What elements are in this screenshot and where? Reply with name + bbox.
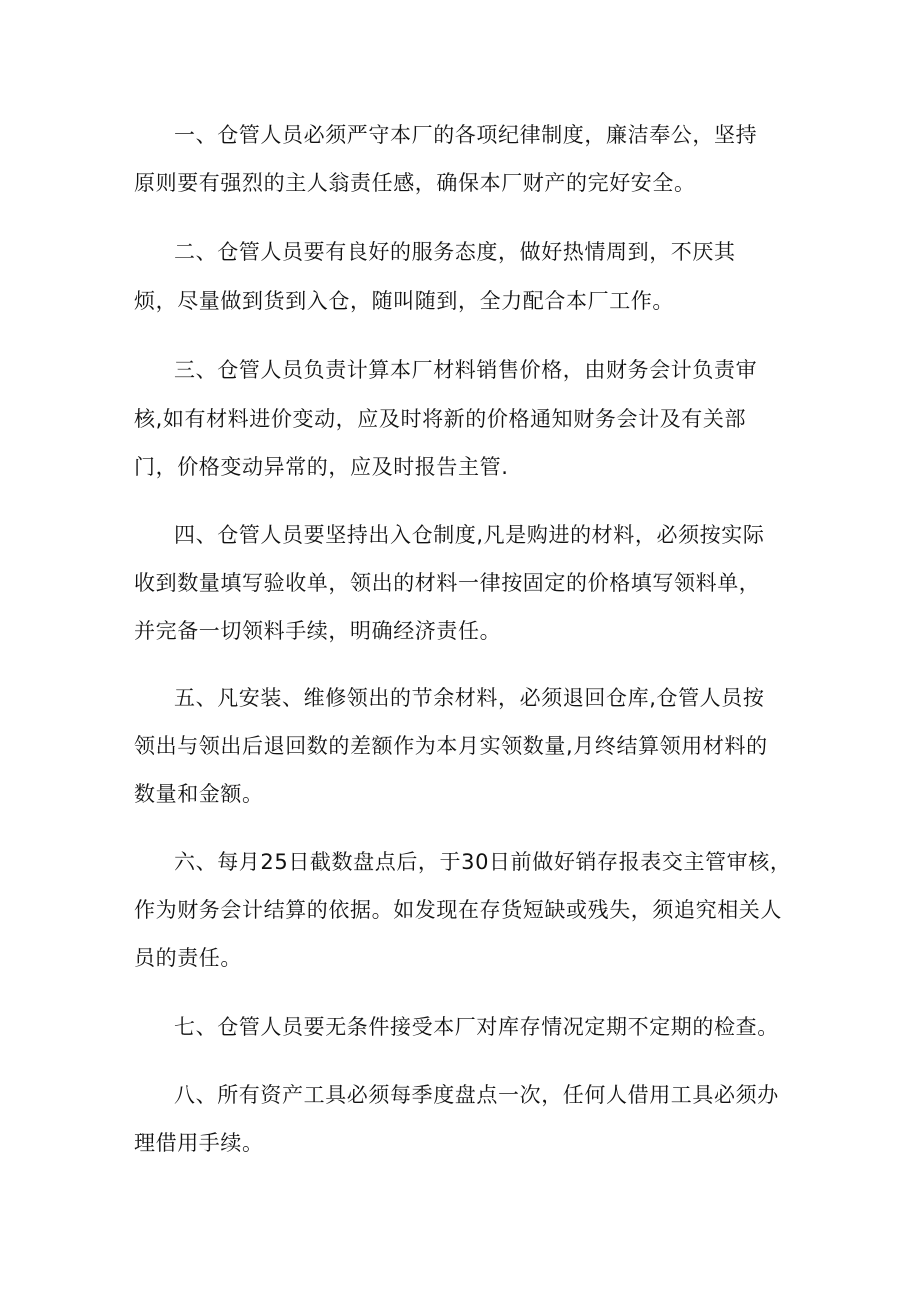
paragraph-line: 收到数量填写验收单，领出的材料一律按固定的价格填写领料单， xyxy=(134,571,761,595)
paragraph-line: 六、每月25日截数盘点后，于30日前做好销存报表交主管审核， xyxy=(174,850,792,874)
paragraph-line: 门，价格变动异常的，应及时报告主管. xyxy=(134,455,509,479)
paragraph-line: 数量和金额。 xyxy=(134,782,264,806)
paragraph-line: 八、所有资产工具必须每季度盘点一次，任何人借用工具必须办 xyxy=(174,1083,779,1107)
paragraph-line: 一、仓管人员必须严守本厂的各项纪律制度，廉洁奉公，坚持 xyxy=(174,123,758,147)
paragraph-line: 七、仓管人员要无条件接受本厂对库存情况定期不定期的检查。 xyxy=(174,1015,779,1039)
paragraph-line: 四、仓管人员要坚持出入仓制度,凡是购进的材料，必须按实际 xyxy=(174,523,765,547)
paragraph-line: 五、凡安装、维修领出的节余材料，必须退回仓库,仓管人员按 xyxy=(174,686,765,710)
paragraph-line: 员的责任。 xyxy=(134,946,242,970)
paragraph-line: 领出与领出后退回数的差额作为本月实领数量,月终结算领用材料的 xyxy=(134,734,768,758)
paragraph-line: 作为财务会计结算的依据。如发现在存货短缺或残失，须追究相关人 xyxy=(134,898,782,922)
paragraph-line: 二、仓管人员要有良好的服务态度，做好热情周到，不厌其 xyxy=(174,240,736,264)
paragraph-line: 理借用手续。 xyxy=(134,1131,264,1155)
paragraph-line: 烦，尽量做到货到入仓，随叫随到，全力配合本厂工作。 xyxy=(134,289,674,313)
paragraph-line: 并完备一切领料手续，明确经济责任。 xyxy=(134,619,502,643)
paragraph-line: 原则要有强烈的主人翁责任感，确保本厂财产的完好安全。 xyxy=(134,171,696,195)
paragraph-line: 三、仓管人员负责计算本厂材料销售价格，由财务会计负责审 xyxy=(174,358,758,382)
paragraph-line: 核,如有材料进价变动，应及时将新的价格通知财务会计及有关部 xyxy=(134,407,747,431)
